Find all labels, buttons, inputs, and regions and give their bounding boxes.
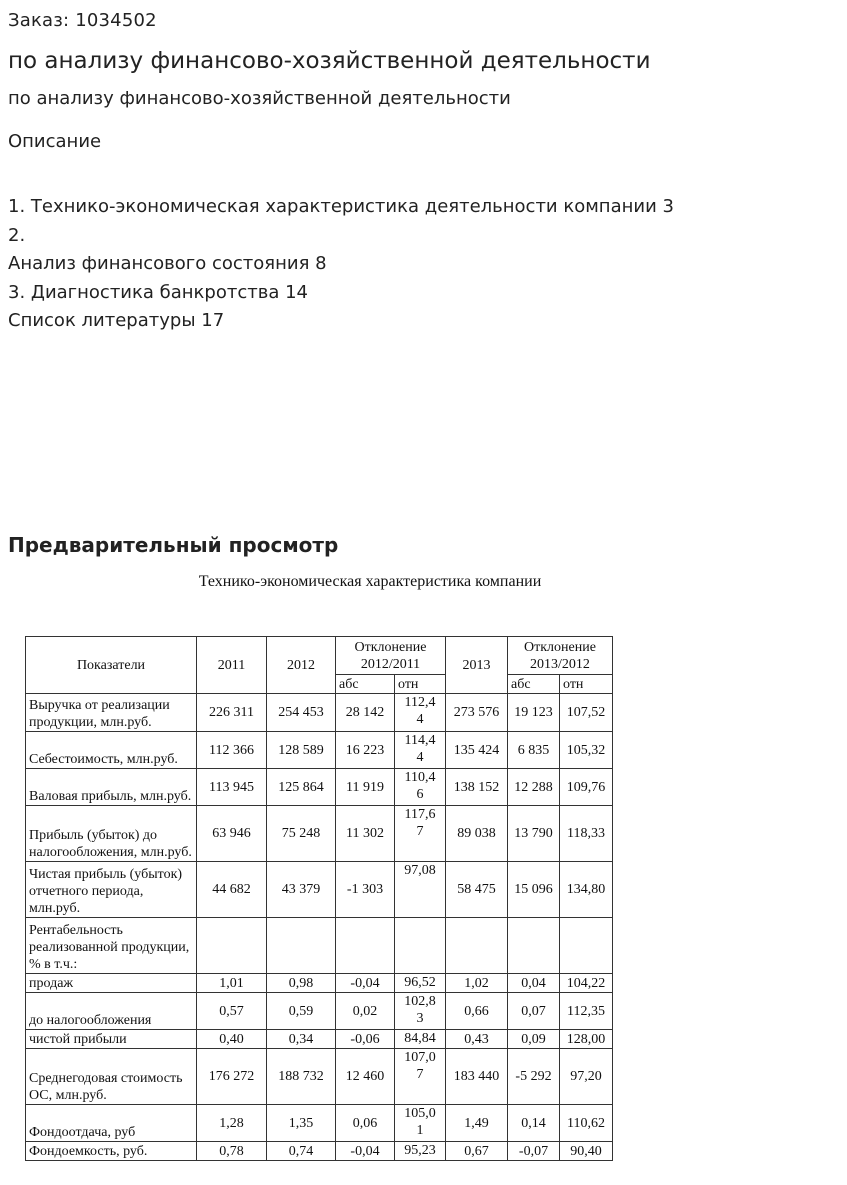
cell-abs1 [336,918,395,974]
row-label: чистой прибыли [26,1030,197,1049]
row-label: Среднегодовая стоимость ОС, млн.руб. [26,1049,197,1105]
toc-item: 2. [8,224,26,246]
header-2013: 2013 [446,637,508,694]
toc-item: 3. Диагностика банкротства 14 [8,281,308,303]
cell-abs1: 0,06 [336,1105,395,1142]
description-title: Описание [8,131,102,152]
cell-v2012: 0,59 [267,993,336,1030]
row-label: Прибыль (убыток) до налогообложения, млн.руб. [26,806,197,862]
row-label: Фондоемкость, руб. [26,1142,197,1161]
cell-v2011: 63 946 [197,806,267,862]
cell-abs2: 0,04 [508,974,560,993]
table-of-contents [8,193,674,336]
cell-v2012 [267,918,336,974]
cell-otn2: 118,33 [560,806,613,862]
cell-v2013: 1,49 [446,1105,508,1142]
cell-v2011: 1,01 [197,974,267,993]
cell-v2013: 0,66 [446,993,508,1030]
indicators-table [25,636,613,1161]
cell-abs2: 15 096 [508,862,560,918]
cell-otn2: 107,52 [560,694,613,732]
cell-v2011: 112 366 [197,732,267,769]
cell-v2011: 0,40 [197,1030,267,1049]
header-2011: 2011 [197,637,267,694]
row-label: Рентабельность реализованной продукции, % в т.ч.: [26,918,197,974]
cell-otn1: 96,52 [395,974,446,993]
cell-otn1: 105,0 1 [395,1105,446,1142]
cell-otn2: 109,76 [560,769,613,806]
cell-v2011 [197,918,267,974]
cell-otn1: 117,6 7 [395,806,446,862]
page-subtitle: по анализу финансово-хозяйственной деятельности [8,88,511,109]
document-title: Технико-экономическая характеристика компании [198,573,542,590]
cell-abs1: 28 142 [336,694,395,732]
cell-v2011: 0,78 [197,1142,267,1161]
cell-v2013: 58 475 [446,862,508,918]
cell-abs1: 11 919 [336,769,395,806]
row-label: продаж [26,974,197,993]
cell-v2011: 44 682 [197,862,267,918]
table-row [26,918,613,974]
header-otn: отн [560,675,613,694]
table-row [26,1142,613,1161]
table-row [26,694,613,732]
cell-abs2: 6 835 [508,732,560,769]
cell-abs2: 19 123 [508,694,560,732]
row-label: Валовая прибыль, млн.руб. [26,769,197,806]
cell-abs2: 13 790 [508,806,560,862]
cell-abs2: 0,09 [508,1030,560,1049]
cell-v2013 [446,918,508,974]
order-number: Заказ: 1034502 [8,10,157,31]
toc-item: Анализ финансового состояния 8 [8,253,327,274]
row-label: до налогообложения [26,993,197,1030]
toc-item: 1. Технико-экономическая характеристика деятельности компании 3 [8,196,674,217]
cell-abs2: -0,07 [508,1142,560,1161]
cell-abs2: -5 292 [508,1049,560,1105]
cell-v2011: 113 945 [197,769,267,806]
cell-v2013: 138 152 [446,769,508,806]
cell-otn1: 84,84 [395,1030,446,1049]
cell-v2013: 89 038 [446,806,508,862]
cell-otn2: 134,80 [560,862,613,918]
cell-otn2: 105,32 [560,732,613,769]
cell-v2012: 1,35 [267,1105,336,1142]
header-deviation-2013-2012: Отклонение 2013/2012 [508,637,613,675]
header-abs: абс [336,675,395,694]
cell-v2011: 226 311 [197,694,267,732]
cell-otn2: 104,22 [560,974,613,993]
cell-otn1: 114,4 4 [395,732,446,769]
cell-v2012: 188 732 [267,1049,336,1105]
header-indicators: Показатели [26,637,197,694]
cell-otn2: 97,20 [560,1049,613,1105]
cell-otn2: 90,40 [560,1142,613,1161]
cell-v2013: 183 440 [446,1049,508,1105]
cell-otn2: 128,00 [560,1030,613,1049]
table-row [26,1049,613,1105]
toc-item: Список литературы 17 [8,310,225,331]
page-title: по анализу финансово-хозяйственной деятельности [8,48,651,74]
cell-v2012: 254 453 [267,694,336,732]
row-label: Выручка от реализации продукции, млн.руб. [26,694,197,732]
cell-v2011: 1,28 [197,1105,267,1142]
cell-v2012: 0,74 [267,1142,336,1161]
cell-otn1: 102,8 3 [395,993,446,1030]
cell-abs1: -0,04 [336,974,395,993]
cell-v2012: 75 248 [267,806,336,862]
cell-otn2: 112,35 [560,993,613,1030]
row-label: Фондоотдача, руб [26,1105,197,1142]
cell-v2013: 0,43 [446,1030,508,1049]
header-abs: абс [508,675,560,694]
cell-v2013: 1,02 [446,974,508,993]
header-deviation-2012-2011: Отклонение 2012/2011 [336,637,446,675]
cell-v2012: 0,98 [267,974,336,993]
cell-abs2: 12 288 [508,769,560,806]
cell-abs1: -1 303 [336,862,395,918]
cell-otn1 [395,918,446,974]
cell-otn2: 110,62 [560,1105,613,1142]
cell-abs1: -0,04 [336,1142,395,1161]
cell-abs1: 12 460 [336,1049,395,1105]
cell-v2011: 176 272 [197,1049,267,1105]
table-row [26,769,613,806]
cell-otn2 [560,918,613,974]
cell-abs2: 0,14 [508,1105,560,1142]
header-otn: отн [395,675,446,694]
cell-v2012: 0,34 [267,1030,336,1049]
cell-abs1: 0,02 [336,993,395,1030]
cell-otn1: 97,08 [395,862,446,918]
table-row [26,1030,613,1049]
table-row [26,806,613,862]
table-row [26,1105,613,1142]
cell-v2013: 273 576 [446,694,508,732]
cell-otn1: 112,4 4 [395,694,446,732]
header-2012: 2012 [267,637,336,694]
cell-v2011: 0,57 [197,993,267,1030]
row-label: Себестоимость, млн.руб. [26,732,197,769]
cell-abs2: 0,07 [508,993,560,1030]
cell-v2012: 128 589 [267,732,336,769]
cell-v2013: 135 424 [446,732,508,769]
cell-abs1: -0,06 [336,1030,395,1049]
table-row [26,993,613,1030]
cell-otn1: 110,4 6 [395,769,446,806]
table-row [26,862,613,918]
table-row [26,732,613,769]
table-row [26,974,613,993]
cell-v2012: 43 379 [267,862,336,918]
row-label: Чистая прибыль (убыток) отчетного периода, млн.руб. [26,862,197,918]
cell-otn1: 95,23 [395,1142,446,1161]
cell-otn1: 107,0 7 [395,1049,446,1105]
cell-v2012: 125 864 [267,769,336,806]
cell-v2013: 0,67 [446,1142,508,1161]
cell-abs1: 16 223 [336,732,395,769]
cell-abs2 [508,918,560,974]
cell-abs1: 11 302 [336,806,395,862]
preview-title: Предварительный просмотр [8,533,339,557]
